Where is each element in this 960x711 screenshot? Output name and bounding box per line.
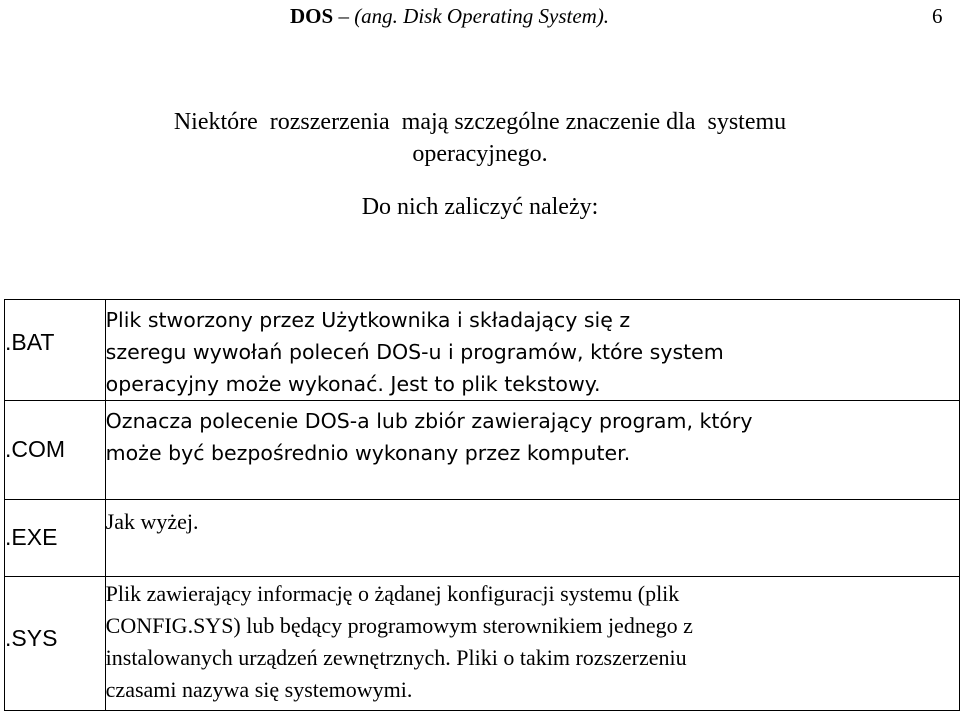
desc-line: Oznacza polecenie DOS-a lub zbiór zawierający program, który (105, 409, 753, 433)
header-title (290, 4, 609, 29)
ext-label: .EXE (5, 524, 58, 550)
ext-desc-exe (105, 500, 959, 577)
desc-line: Plik zawierający informację o żądanej konfiguracji systemu (plik (105, 581, 680, 606)
table-row-sys (5, 577, 960, 711)
intro-heading (0, 106, 960, 170)
page-number: 6 (932, 4, 943, 28)
header-title-bold: DOS (290, 4, 334, 28)
ext-label: .BAT (5, 329, 55, 355)
intro-subheading: Do nich zaliczyć należy: (361, 194, 599, 220)
ext-code-bat (5, 300, 106, 401)
page-header (0, 0, 960, 30)
desc-line: może być bezpośrednio wykonany przez komputer. (105, 441, 631, 465)
desc-line: instalowanych urządzeń zewnętrznych. Pliki o takim rozszerzeniu (105, 645, 687, 670)
intro-line-2: operacyjnego. (412, 141, 548, 167)
table-row-exe (5, 500, 960, 577)
ext-code-sys (5, 577, 106, 711)
desc-line: czasami nazywa się systemowymi. (105, 677, 413, 702)
ext-desc-com (105, 401, 959, 500)
desc-line: operacyjny może wykonać. Jest to plik tekstowy. (105, 372, 601, 396)
table-row-bat (5, 300, 960, 401)
desc-line: Jak wyżej. (105, 509, 199, 534)
desc-line: Plik stworzony przez Użytkownika i składający się z (105, 308, 631, 332)
ext-desc-sys (105, 577, 959, 711)
header-title-italic: – (ang. Disk Operating System). (333, 4, 610, 28)
desc-line: szeregu wywołań poleceń DOS-u i programów, które system (105, 340, 724, 364)
intro-line-1: Niektóre rozszerzenia mają szczególne znaczenie dla systemu (173, 109, 787, 135)
ext-label: .COM (5, 436, 66, 462)
ext-code-com (5, 401, 106, 500)
table-row-com (5, 401, 960, 500)
ext-code-exe (5, 500, 106, 577)
ext-label: .SYS (5, 625, 58, 651)
desc-line: CONFIG.SYS) lub będący programowym sterownikiem jednego z (105, 613, 693, 638)
ext-desc-bat (105, 300, 959, 401)
extensions-table (4, 299, 960, 711)
